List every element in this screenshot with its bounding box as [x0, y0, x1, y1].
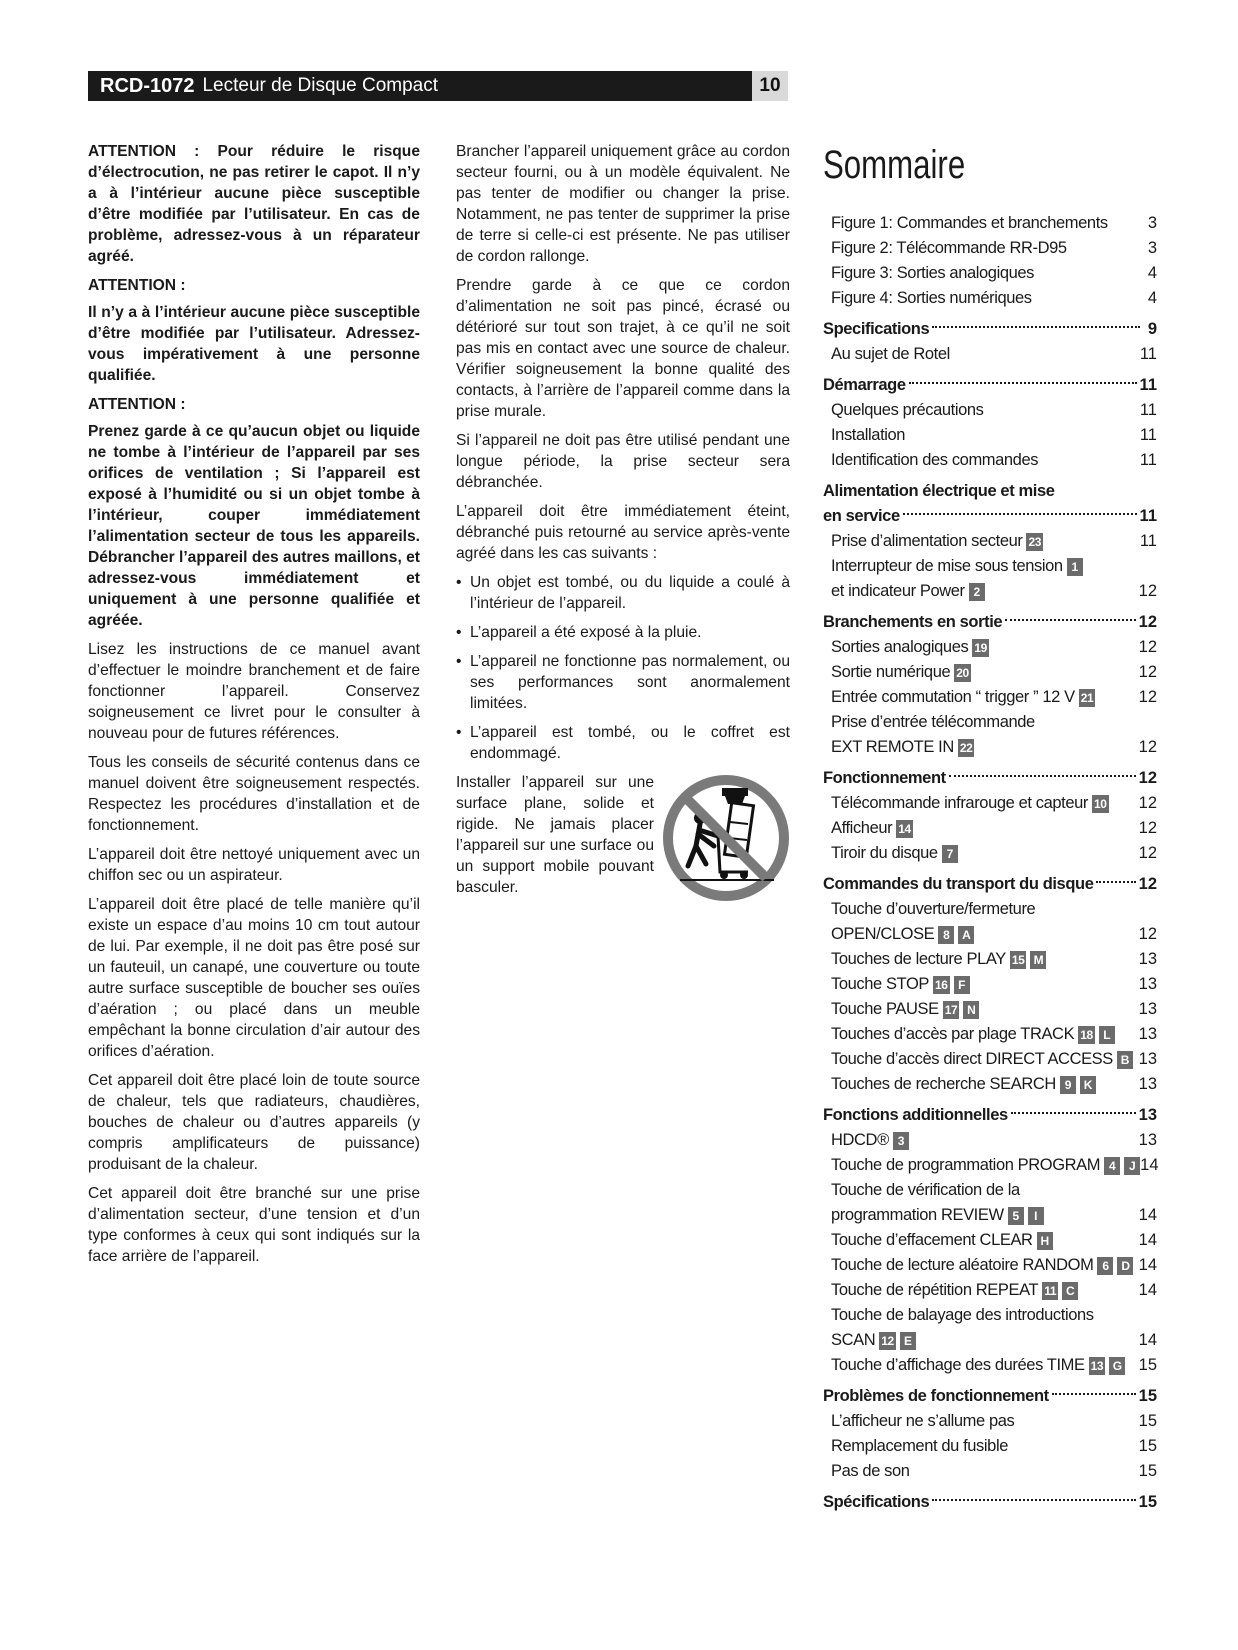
callout-badge: L	[1099, 1026, 1115, 1044]
paragraph: L’appareil doit être immédiatement éteint, débranché puis retourné au service après-vente agréé dans les cas suivants :	[456, 503, 790, 562]
toc-page-number: 13	[1138, 1131, 1157, 1149]
toc-section[interactable]	[823, 479, 1157, 504]
toc-entry-label: Au sujet de Rotel	[831, 345, 950, 363]
toc-entry[interactable]	[823, 286, 1157, 311]
toc-entry[interactable]	[823, 1228, 1157, 1253]
attention-label: ATTENTION :	[88, 396, 186, 413]
toc-entry-label: Touche d’accès direct DIRECT ACCESS	[831, 1050, 1113, 1068]
toc-entry-label: SCAN	[831, 1331, 876, 1349]
toc-page-number: 12	[1138, 582, 1157, 600]
callout-badge: I	[1028, 1207, 1044, 1225]
attention-label: ATTENTION :	[88, 277, 186, 294]
toc-entry-label: Tiroir du disque	[831, 844, 938, 862]
toc-entry[interactable]	[823, 841, 1157, 866]
toc-page-number: 13	[1138, 975, 1157, 993]
toc-section[interactable]	[823, 1103, 1157, 1128]
toc-entry-label: Touche de balayage des introductions	[831, 1306, 1094, 1324]
toc-entry-label: OPEN/CLOSE	[831, 925, 935, 943]
dot-leader	[909, 381, 1137, 384]
toc-entry[interactable]	[823, 1253, 1157, 1278]
toc-entry[interactable]	[823, 897, 1157, 922]
callout-badge: 9	[1060, 1076, 1076, 1094]
toc-page-number: 12	[1138, 844, 1157, 862]
toc-entry-label: Touches de recherche SEARCH	[831, 1075, 1056, 1093]
toc-entry-label: Touche d’effacement CLEAR	[831, 1231, 1033, 1249]
toc-entry[interactable]	[823, 398, 1157, 423]
toc-entry-label: Touches de lecture PLAY	[831, 950, 1006, 968]
toc-entry-label: Quelques précautions	[831, 401, 984, 419]
callout-badge: C	[1062, 1282, 1078, 1300]
callout-badge: 20	[956, 665, 969, 680]
callout-badge: 19	[974, 640, 987, 655]
callout-badge: 18	[1080, 1027, 1093, 1042]
toc-entry-label: Installation	[831, 426, 906, 444]
list-item: • L’appareil est tombé, ou le coffret est endommagé.	[456, 722, 790, 764]
toc-entry[interactable]	[823, 554, 1157, 579]
callout-badge: 10	[1093, 796, 1107, 811]
callout-badge: 11	[1042, 1282, 1058, 1300]
toc-page-number: 11	[1139, 507, 1157, 525]
toc-entry-label: Sortie numérique	[831, 663, 951, 681]
toc-page-number: 11	[1139, 376, 1157, 394]
toc-entry-label: Alimentation électrique et mise	[823, 482, 1055, 500]
toc-page-number: 15	[1138, 1462, 1157, 1480]
toc-entry[interactable]	[823, 972, 1157, 997]
toc-list	[823, 211, 1157, 1515]
toc-page-number: 3	[1147, 239, 1157, 257]
toc-entry-label: Touche d’affichage des durées TIME	[831, 1356, 1085, 1374]
toc-page-number: 12	[1138, 925, 1157, 943]
paragraph: Cet appareil doit être placé loin de toute source de chaleur, tels que radiateurs, chaudières, bouches de chaleur ou d’autres appareils (y compris amplificateurs de puissance) produisant de la chaleur.	[88, 1072, 420, 1173]
callout-badge: J	[1124, 1157, 1140, 1175]
callout-badge: 23	[1028, 534, 1042, 549]
toc-page-number: 12	[1138, 613, 1157, 631]
toc-entry[interactable]	[823, 1178, 1157, 1203]
no-cart-tipping-icon	[662, 774, 790, 902]
toc-section[interactable]	[823, 1490, 1157, 1515]
paragraph: L’appareil doit être placé de telle manière qu’il existe un espace d’au moins 10 cm tout autour de lui. Par exemple, il ne doit pas être posé sur un fauteuil, un canapé, une couverture ou toute autre surface susceptible de boucher ses ouïes d’aération ; ou placé dans un meuble empêchant la bonne circulation d’air autour des orifices d’aération.	[88, 896, 420, 1060]
toc-page-number: 12	[1138, 663, 1157, 681]
table-of-contents	[823, 141, 1157, 1515]
callout-badge: 16	[935, 977, 948, 992]
callout-badge: 5	[1008, 1207, 1024, 1225]
toc-page-number: 11	[1139, 532, 1157, 550]
callout-badge: 4	[1104, 1157, 1120, 1175]
toc-entry-label: programmation REVIEW	[831, 1206, 1004, 1224]
toc-entry-label: Fonctions additionnelles	[823, 1106, 1008, 1124]
toc-entry[interactable]	[823, 448, 1157, 473]
dot-leader	[932, 1498, 1135, 1501]
toc-entry[interactable]	[823, 922, 1157, 947]
page-number: 10	[752, 71, 788, 101]
toc-entry-label: Problèmes de fonctionnement	[823, 1387, 1049, 1405]
toc-entry[interactable]	[823, 1303, 1157, 1328]
paragraph: Lisez les instructions de ce manuel avant d’effectuer le moindre branchement et de faire fonctionner l’appareil. Conservez soigneusement ce livret pour le consulter à nouveau pour de futures références.	[88, 641, 420, 742]
toc-section[interactable]	[823, 504, 1157, 529]
toc-page-number: 15	[1138, 1493, 1157, 1511]
service-conditions-list	[456, 572, 790, 764]
callout-badge: 12	[881, 1333, 894, 1348]
paragraph: Installer l’appareil sur une surface plane, solide et rigide. Ne jamais placer l’appareil sur une surface ou un support mobile pouvant basculer.	[456, 774, 654, 896]
warning-electrocution: ATTENTION : Pour réduire le risque d’électrocution, ne pas retirer le capot. Il n’y a à l’intérieur aucune pièce susceptible d’être modifiée par l’utilisateur. En cas de problème, adressez-vous à un réparateur agréé.	[88, 143, 420, 265]
toc-entry[interactable]	[823, 342, 1157, 367]
toc-entry-label: Specifications	[823, 320, 930, 338]
warning-no-serviceable-parts: Il n’y a à l’intérieur aucune pièce susceptible d’être modifiée par l’utilisateur. Adressez-vous impérativement à une personne qualifiée.	[88, 304, 420, 384]
toc-entry[interactable]	[823, 660, 1157, 685]
toc-entry-label: Figure 2: Télécommande RR-D95	[831, 239, 1067, 257]
toc-entry-label: Touche de lecture aléatoire RANDOM	[831, 1256, 1094, 1274]
toc-entry-label: Sorties analogiques	[831, 638, 969, 656]
toc-entry[interactable]	[823, 1072, 1157, 1097]
toc-entry[interactable]	[823, 1203, 1157, 1228]
toc-entry-label: Spécifications	[823, 1493, 930, 1511]
callout-badge: 7	[942, 845, 958, 863]
toc-page-number: 13	[1138, 1000, 1157, 1018]
toc-entry[interactable]	[823, 1409, 1157, 1434]
toc-entry-label: Figure 4: Sorties numériques	[831, 289, 1032, 307]
callout-badge: 3	[893, 1132, 909, 1150]
toc-section[interactable]	[823, 610, 1157, 635]
toc-page-number: 14	[1140, 1156, 1159, 1174]
toc-entry-label: HDCD®	[831, 1131, 889, 1149]
toc-entry-label: et indicateur Power	[831, 582, 965, 600]
paragraph: Si l’appareil ne doit pas être utilisé pendant une longue période, la prise secteur sera débranchée.	[456, 432, 790, 491]
toc-entry-label: Démarrage	[823, 376, 906, 394]
toc-page-number: 13	[1138, 950, 1157, 968]
toc-entry-label: Remplacement du fusible	[831, 1437, 1008, 1455]
paragraph: Brancher l’appareil uniquement grâce au cordon secteur fourni, ou à un modèle équivalent. Ne pas tenter de modifier ou changer la prise. Notamment, ne pas tenter de supprimer la prise de terre si celle-ci est présente. Ne pas utiliser de cordon rallonge.	[456, 143, 790, 265]
callout-badge: 2	[969, 583, 985, 601]
toc-page-number: 13	[1138, 1050, 1157, 1068]
toc-page-number: 14	[1138, 1206, 1157, 1224]
toc-entry-label: Touche de programmation PROGRAM	[831, 1156, 1101, 1174]
paragraph: Prendre garde à ce que ce cordon d’alimentation ne soit pas pincé, écrasé ou détérioré sur tout son trajet, à ce qu’il ne soit pas mis en contact avec une source de chaleur. Vérifier soigneusement la bonne qualité des contacts, à l’arrière de l’appareil comme dans la prise murale.	[456, 277, 790, 420]
toc-title: Sommaire	[823, 143, 966, 187]
toc-page-number: 13	[1138, 1075, 1157, 1093]
toc-page-number: 14	[1138, 1256, 1157, 1274]
toc-entry-label: EXT REMOTE IN	[831, 738, 954, 756]
callout-badge: E	[900, 1332, 916, 1350]
toc-entry[interactable]	[823, 261, 1157, 286]
toc-entry-label: Pas de son	[831, 1462, 910, 1480]
callout-badge: 17	[944, 1002, 958, 1017]
callout-badge: 15	[1011, 952, 1025, 967]
toc-entry[interactable]	[823, 947, 1157, 972]
callout-badge: F	[954, 976, 970, 994]
toc-page-number: 9	[1147, 320, 1157, 338]
toc-entry[interactable]	[823, 579, 1157, 604]
warning-liquids: Prenez garde à ce qu’aucun objet ou liquide ne tombe à l’intérieur de l’appareil par ses orifices de ventilation ; Si l’appareil est exposé à l’humidité ou si un objet tombe à l’intérieur, couper immédiatement l’alimentation secteur de tous les appareils. Débrancher l’appareil des autres maillons, et adressez-vous immédiatement et uniquement à une personne qualifiée et agréée.	[88, 423, 420, 629]
callout-badge: 13	[1090, 1358, 1104, 1373]
callout-badge: G	[1109, 1357, 1125, 1375]
callout-badge: M	[1030, 951, 1046, 969]
toc-page-number: 12	[1138, 794, 1157, 812]
page-header	[88, 71, 788, 101]
toc-section[interactable]	[823, 766, 1157, 791]
callout-badge: 21	[1080, 690, 1094, 705]
toc-page-number: 13	[1138, 1106, 1157, 1124]
toc-entry-label: Commandes du transport du disque	[823, 875, 1094, 893]
toc-page-number: 14	[1138, 1281, 1157, 1299]
toc-page-number: 11	[1139, 426, 1157, 444]
toc-entry[interactable]	[823, 735, 1157, 760]
callout-badge: A	[958, 926, 974, 944]
list-item: • L’appareil ne fonctionne pas normalement, ou ses performances sont anormalement limitées.	[456, 651, 790, 714]
toc-entry-label: Figure 3: Sorties analogiques	[831, 264, 1035, 282]
dot-leader	[949, 774, 1136, 777]
toc-page-number: 12	[1138, 819, 1157, 837]
toc-page-number: 15	[1138, 1387, 1157, 1405]
installation-note	[456, 772, 790, 902]
dot-leader	[903, 512, 1137, 515]
toc-page-number: 11	[1139, 401, 1157, 419]
toc-entry-label: Touche de vérification de la	[831, 1181, 1020, 1199]
toc-page-number: 14	[1138, 1331, 1157, 1349]
toc-section[interactable]	[823, 872, 1157, 897]
toc-entry[interactable]	[823, 1153, 1157, 1178]
toc-page-number: 4	[1147, 264, 1157, 282]
toc-page-number: 12	[1138, 769, 1157, 787]
model-name: RCD-1072	[100, 74, 195, 97]
toc-page-number: 14	[1138, 1231, 1157, 1249]
toc-entry[interactable]	[823, 1022, 1157, 1047]
callout-badge: D	[1117, 1257, 1133, 1275]
toc-entry[interactable]	[823, 1128, 1157, 1153]
toc-entry-label: L’afficheur ne s’allume pas	[831, 1412, 1015, 1430]
toc-entry-label: Télécommande infrarouge et capteur	[831, 794, 1088, 812]
paragraph: Tous les conseils de sécurité contenus dans ce manuel doivent être soigneusement respectés. Respectez les procédures d’installation et de fonctionnement.	[88, 754, 420, 834]
dot-leader	[1096, 880, 1135, 883]
toc-entry-label: Touches d’accès par plage TRACK	[831, 1025, 1075, 1043]
toc-entry[interactable]	[823, 211, 1157, 236]
toc-entry[interactable]	[823, 1459, 1157, 1484]
toc-entry[interactable]	[823, 1434, 1157, 1459]
callout-badge: 14	[898, 821, 911, 836]
toc-entry[interactable]	[823, 635, 1157, 660]
toc-page-number: 11	[1139, 451, 1157, 469]
safety-column-left	[88, 141, 420, 1275]
toc-page-number: 12	[1138, 638, 1157, 656]
list-item: • L’appareil a été exposé à la pluie.	[456, 622, 790, 643]
toc-entry-label: Touche STOP	[831, 975, 930, 993]
safety-column-middle	[456, 141, 790, 902]
document-subtitle: Lecteur de Disque Compact	[202, 75, 438, 96]
toc-page-number: 3	[1147, 214, 1157, 232]
toc-entry-label: Branchements en sortie	[823, 613, 1003, 631]
toc-entry-label: Entrée commutation “ trigger ” 12 V	[831, 688, 1075, 706]
toc-entry-label: Fonctionnement	[823, 769, 946, 787]
toc-entry-label: Touche PAUSE	[831, 1000, 939, 1018]
dot-leader	[1052, 1392, 1136, 1395]
toc-entry-label: Afficheur	[831, 819, 893, 837]
callout-badge: B	[1117, 1051, 1133, 1069]
callout-badge: H	[1037, 1232, 1053, 1250]
toc-page-number: 12	[1138, 738, 1157, 756]
toc-page-number: 12	[1138, 875, 1157, 893]
dot-leader	[932, 325, 1140, 328]
toc-entry[interactable]	[823, 1353, 1157, 1378]
toc-page-number: 15	[1138, 1437, 1157, 1455]
toc-page-number: 4	[1147, 289, 1157, 307]
toc-page-number: 13	[1138, 1025, 1157, 1043]
callout-badge: 6	[1097, 1257, 1113, 1275]
paragraph: Cet appareil doit être branché sur une prise d’alimentation secteur, d’une tension et d’un type conformes à ceux qui sont indiqués sur la face arrière de l’appareil.	[88, 1185, 420, 1265]
callout-badge: 1	[1067, 558, 1083, 576]
toc-entry-label: Touche de répétition REPEAT	[831, 1281, 1039, 1299]
toc-section[interactable]	[823, 373, 1157, 398]
toc-page-number: 15	[1138, 1356, 1157, 1374]
toc-entry[interactable]	[823, 1278, 1157, 1303]
callout-badge: K	[1080, 1076, 1096, 1094]
toc-entry-label: Interrupteur de mise sous tension	[831, 557, 1063, 575]
toc-page-number: 15	[1138, 1412, 1157, 1430]
list-item: • Un objet est tombé, ou du liquide a coulé à l’intérieur de l’appareil.	[456, 572, 790, 614]
toc-entry-label: Touche d’ouverture/fermeture	[831, 900, 1036, 918]
toc-page-number: 12	[1138, 688, 1157, 706]
callout-badge: N	[963, 1001, 979, 1019]
dot-leader	[1005, 618, 1135, 621]
toc-entry[interactable]	[823, 816, 1157, 841]
toc-entry-label: Prise d’alimentation secteur	[831, 532, 1023, 550]
toc-entry[interactable]	[823, 529, 1157, 554]
toc-entry-label: en service	[823, 507, 900, 525]
toc-entry-label: Identification des commandes	[831, 451, 1039, 469]
toc-entry[interactable]	[823, 997, 1157, 1022]
toc-entry[interactable]	[823, 236, 1157, 261]
toc-entry[interactable]	[823, 1047, 1157, 1072]
toc-entry[interactable]	[823, 423, 1157, 448]
toc-entry[interactable]	[823, 1328, 1157, 1353]
callout-badge: 22	[959, 740, 973, 755]
toc-entry-label: Prise d’entrée télécommande	[831, 713, 1035, 731]
toc-entry-label: Figure 1: Commandes et branchements	[831, 214, 1108, 232]
toc-entry[interactable]	[823, 685, 1157, 710]
toc-page-number: 11	[1139, 345, 1157, 363]
paragraph: L’appareil doit être nettoyé uniquement avec un chiffon sec ou un aspirateur.	[88, 846, 420, 884]
toc-entry[interactable]	[823, 710, 1157, 735]
toc-section[interactable]	[823, 317, 1157, 342]
toc-section[interactable]	[823, 1384, 1157, 1409]
callout-badge: 8	[938, 926, 954, 944]
dot-leader	[1011, 1111, 1136, 1114]
toc-entry[interactable]	[823, 791, 1157, 816]
